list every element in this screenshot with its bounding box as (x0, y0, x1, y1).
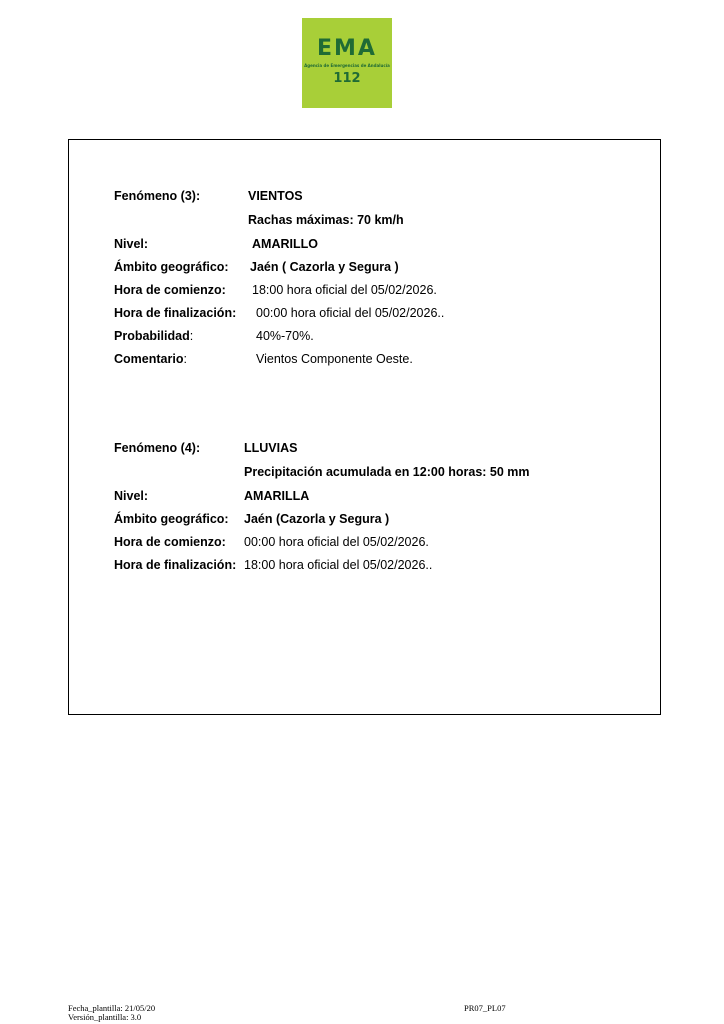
w3-level-label: Nivel: (114, 237, 149, 251)
footer-template-version: Versión_plantilla: 3.0 (68, 1012, 142, 1022)
w4-detail: Precipitación acumulada en 12:00 horas: 50 mm (244, 465, 530, 479)
w3-probability-value: 40%-70%. (256, 329, 314, 343)
w4-end-value: 18:00 hora oficial del 05/02/2026.. (244, 558, 433, 572)
w3-start-label: Hora de comienzo: (114, 283, 226, 297)
w3-probability-colon: : (189, 329, 194, 343)
w4-start-value: 00:00 hora oficial del 05/02/2026. (244, 535, 429, 549)
w3-phenomenon-value: VIENTOS (248, 189, 303, 203)
logo-title: EMA (317, 36, 377, 61)
w4-area-value: Jaén (Cazorla y Segura ) (244, 512, 390, 526)
w3-end-label: Hora de finalización: (114, 306, 237, 320)
w3-comment-label: Comentario (114, 352, 184, 366)
w4-level-label: Nivel: (114, 489, 149, 503)
w4-end-label: Hora de finalización: (114, 558, 237, 572)
w3-area-value: Jaén ( Cazorla y Segura ) (250, 260, 399, 274)
logo-number: 112 (333, 71, 361, 86)
w3-start-value: 18:00 hora oficial del 05/02/2026. (252, 283, 437, 297)
w3-level-value: AMARILLO (252, 237, 318, 251)
w4-level-value: AMARILLA (244, 489, 310, 503)
w3-area-label: Ámbito geográfico: (114, 260, 229, 274)
w3-comment-value: Vientos Componente Oeste. (256, 352, 413, 366)
ema-112-logo (302, 18, 392, 108)
w3-detail: Rachas máximas: 70 km/h (248, 213, 404, 227)
w4-phenomenon-value: LLUVIAS (244, 441, 298, 455)
w4-phenomenon-label: Fenómeno (4): (114, 441, 201, 455)
w3-comment-colon: : (183, 352, 187, 366)
w4-area-label: Ámbito geográfico: (114, 512, 229, 526)
footer-document-code: PR07_PL07 (464, 1003, 506, 1013)
footer-template-info (68, 1004, 155, 1022)
logo-subtitle: Agencia de Emergencias de Andalucía (304, 63, 390, 68)
w3-end-value: 00:00 hora oficial del 05/02/2026.. (256, 306, 445, 320)
footer-template-date: Fecha_plantilla: 21/05/20 (68, 1003, 156, 1013)
w3-probability-label: Probabilidad (114, 329, 190, 343)
w3-phenomenon-label: Fenómeno (3): (114, 189, 201, 203)
w4-start-label: Hora de comienzo: (114, 535, 226, 549)
w3-probability-label-line (114, 328, 193, 344)
w3-comment-label-line (114, 351, 187, 367)
